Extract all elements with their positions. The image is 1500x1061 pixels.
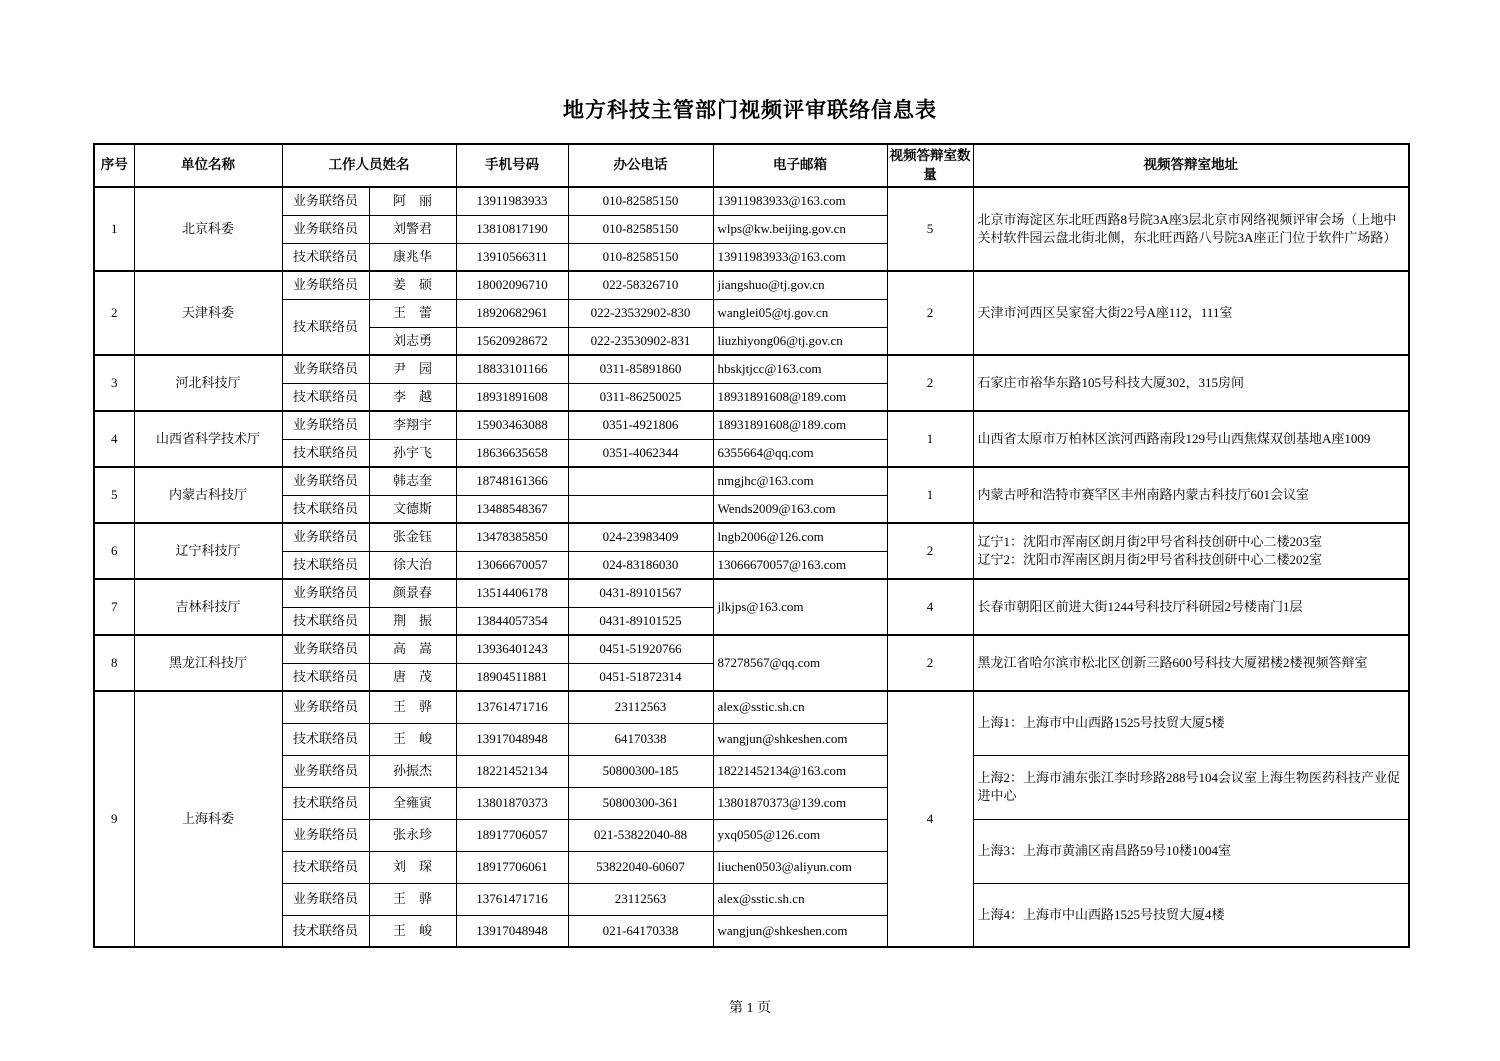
contact-role: 技术联络员	[282, 495, 369, 523]
contact-email: 18931891608@189.com	[713, 411, 887, 439]
contact-office-phone: 23112563	[568, 883, 713, 915]
room-count: 4	[887, 691, 973, 947]
contact-role: 业务联络员	[282, 579, 369, 607]
contact-email: alex@sstic.sh.cn	[713, 691, 887, 723]
contact-role: 技术联络员	[282, 551, 369, 579]
contact-role: 业务联络员	[282, 691, 369, 723]
unit-name: 天津科委	[134, 271, 282, 355]
table-row	[94, 579, 1409, 607]
col-header-unit: 单位名称	[134, 144, 282, 187]
contact-role: 业务联络员	[282, 755, 369, 787]
contact-role: 技术联络员	[282, 915, 369, 947]
contact-office-phone: 0451-51872314	[568, 663, 713, 691]
contact-name: 康兆华	[369, 243, 456, 271]
contact-name: 李 越	[369, 383, 456, 411]
contact-name: 王 骅	[369, 883, 456, 915]
room-address	[973, 523, 1409, 579]
contact-role: 业务联络员	[282, 215, 369, 243]
group-index: 4	[94, 411, 134, 467]
contact-email: jlkjps@163.com	[713, 579, 887, 635]
contact-role: 技术联络员	[282, 607, 369, 635]
contact-email: 18931891608@189.com	[713, 383, 887, 411]
unit-name: 北京科委	[134, 187, 282, 271]
contact-email: Wends2009@163.com	[713, 495, 887, 523]
unit-name: 内蒙古科技厅	[134, 467, 282, 523]
contact-mobile: 13488548367	[456, 495, 568, 523]
page-title: 地方科技主管部门视频评审联络信息表	[563, 99, 937, 122]
col-header-room-count: 视频答辩室数量	[887, 144, 973, 187]
contact-mobile: 13066670057	[456, 551, 568, 579]
contact-office-phone: 0451-51920766	[568, 635, 713, 663]
col-header-index: 序号	[94, 144, 134, 187]
contact-office-phone: 010-82585150	[568, 187, 713, 215]
contact-office-phone: 0431-89101567	[568, 579, 713, 607]
contact-name: 刘警君	[369, 215, 456, 243]
contact-office-phone: 022-58326710	[568, 271, 713, 299]
page-number: 第 1 页	[729, 1001, 771, 1016]
contact-role: 业务联络员	[282, 355, 369, 383]
contact-office-phone: 010-82585150	[568, 215, 713, 243]
contact-role: 业务联络员	[282, 271, 369, 299]
col-header-mobile: 手机号码	[456, 144, 568, 187]
contact-email: 87278567@qq.com	[713, 635, 887, 691]
unit-name: 吉林科技厅	[134, 579, 282, 635]
group-index: 3	[94, 355, 134, 411]
contact-name: 文德斯	[369, 495, 456, 523]
contact-office-phone: 022-23532902-830	[568, 299, 713, 327]
table-row	[94, 819, 1409, 851]
room-address: 天津市河西区吴家窑大街22号A座112，111室	[973, 271, 1409, 355]
room-count: 2	[887, 635, 973, 691]
contact-office-phone: 0351-4921806	[568, 411, 713, 439]
room-address-line: 辽宁1：沈阳市浑南区朗月街2甲号省科技创研中心二楼203室	[977, 534, 1323, 550]
contact-office-phone: 024-23983409	[568, 523, 713, 551]
contact-office-phone: 021-64170338	[568, 915, 713, 947]
contact-mobile: 18748161366	[456, 467, 568, 495]
contact-mobile: 18917706057	[456, 819, 568, 851]
contact-mobile: 18904511881	[456, 663, 568, 691]
contact-role: 技术联络员	[282, 383, 369, 411]
room-address: 上海4：上海市中山西路1525号技贸大厦4楼	[973, 883, 1409, 947]
table-row	[94, 691, 1409, 723]
contact-name: 韩志奎	[369, 467, 456, 495]
room-count: 2	[887, 355, 973, 411]
room-address: 石家庄市裕华东路105号科技大厦302，315房间	[973, 355, 1409, 411]
group-index: 7	[94, 579, 134, 635]
contact-mobile: 13514406178	[456, 579, 568, 607]
group-index: 2	[94, 271, 134, 355]
table-row	[94, 187, 1409, 215]
contact-name: 唐 茂	[369, 663, 456, 691]
contact-mobile: 18636635658	[456, 439, 568, 467]
contact-name: 尹 园	[369, 355, 456, 383]
contact-name: 刘志勇	[369, 327, 456, 355]
contact-role: 技术联络员	[282, 851, 369, 883]
room-count: 5	[887, 187, 973, 271]
contact-role: 业务联络员	[282, 467, 369, 495]
unit-name: 山西省科学技术厅	[134, 411, 282, 467]
contact-role: 技术联络员	[282, 663, 369, 691]
contact-name: 王 蕾	[369, 299, 456, 327]
contact-office-phone: 0431-89101525	[568, 607, 713, 635]
contact-email: liuzhiyong06@tj.gov.cn	[713, 327, 887, 355]
contact-mobile: 18917706061	[456, 851, 568, 883]
contact-mobile: 15620928672	[456, 327, 568, 355]
room-address: 长春市朝阳区前进大街1244号科技厅科研园2号楼南门1层	[973, 579, 1409, 635]
group-index: 9	[94, 691, 134, 947]
col-header-staff: 工作人员姓名	[282, 144, 456, 187]
contact-mobile: 18920682961	[456, 299, 568, 327]
contact-name: 全雍寅	[369, 787, 456, 819]
contact-mobile: 13917048948	[456, 723, 568, 755]
contact-mobile: 13478385850	[456, 523, 568, 551]
contact-office-phone: 50800300-185	[568, 755, 713, 787]
contact-role: 业务联络员	[282, 411, 369, 439]
contact-name: 孙振杰	[369, 755, 456, 787]
unit-name: 河北科技厅	[134, 355, 282, 411]
contact-office-phone: 0311-85891860	[568, 355, 713, 383]
contact-name: 张金钰	[369, 523, 456, 551]
contact-office-phone: 022-23530902-831	[568, 327, 713, 355]
group-index: 5	[94, 467, 134, 523]
contact-role: 技术联络员	[282, 723, 369, 755]
contact-name: 王 峻	[369, 723, 456, 755]
contact-mobile: 18002096710	[456, 271, 568, 299]
table-row	[94, 755, 1409, 787]
table-row	[94, 467, 1409, 495]
table-row	[94, 635, 1409, 663]
contact-email: wangjun@shkeshen.com	[713, 723, 887, 755]
contact-office-phone: 010-82585150	[568, 243, 713, 271]
table-row	[94, 271, 1409, 299]
contact-name: 阿 丽	[369, 187, 456, 215]
table-row	[94, 355, 1409, 383]
contact-email: 13066670057@163.com	[713, 551, 887, 579]
room-address-line: 辽宁2：沈阳市浑南区朗月街2甲号省科技创研中心二楼202室	[977, 552, 1323, 567]
room-count: 2	[887, 271, 973, 355]
room-address: 黑龙江省哈尔滨市松北区创新三路600号科技大厦裙楼2楼视频答辩室	[973, 635, 1409, 691]
table-row	[94, 411, 1409, 439]
contact-mobile: 13761471716	[456, 883, 568, 915]
contact-role: 技术联络员	[282, 243, 369, 271]
contact-office-phone: 0311-86250025	[568, 383, 713, 411]
contact-table	[93, 143, 1410, 948]
contact-office-phone: 021-53822040-88	[568, 819, 713, 851]
contact-mobile: 13910566311	[456, 243, 568, 271]
contact-office-phone: 50800300-361	[568, 787, 713, 819]
room-address: 上海2：上海市浦东张江李时珍路288号104会议室上海生物医药科技产业促进中心	[973, 755, 1409, 819]
group-index: 8	[94, 635, 134, 691]
contact-email: alex@sstic.sh.cn	[713, 883, 887, 915]
room-address: 上海3：上海市黄浦区南昌路59号10楼1004室	[973, 819, 1409, 883]
contact-name: 姜 硕	[369, 271, 456, 299]
contact-name: 王 骅	[369, 691, 456, 723]
table-row	[94, 883, 1409, 915]
unit-name: 黑龙江科技厅	[134, 635, 282, 691]
contact-mobile: 18931891608	[456, 383, 568, 411]
contact-mobile: 13810817190	[456, 215, 568, 243]
contact-name: 李翔宇	[369, 411, 456, 439]
contact-role: 业务联络员	[282, 523, 369, 551]
room-count: 4	[887, 579, 973, 635]
table-header-row	[94, 144, 1409, 187]
contact-mobile: 18221452134	[456, 755, 568, 787]
contact-email: hbskjtjcc@163.com	[713, 355, 887, 383]
contact-office-phone: 0351-4062344	[568, 439, 713, 467]
contact-email: 13911983933@163.com	[713, 187, 887, 215]
contact-mobile: 15903463088	[456, 411, 568, 439]
contact-mobile: 13844057354	[456, 607, 568, 635]
contact-office-phone: 53822040-60607	[568, 851, 713, 883]
contact-name: 荆 振	[369, 607, 456, 635]
contact-office-phone	[568, 495, 713, 523]
contact-name: 王 峻	[369, 915, 456, 947]
contact-role: 业务联络员	[282, 883, 369, 915]
unit-name: 上海科委	[134, 691, 282, 947]
contact-email: nmgjhc@163.com	[713, 467, 887, 495]
group-index: 6	[94, 523, 134, 579]
contact-role: 技术联络员	[282, 299, 369, 355]
contact-role: 业务联络员	[282, 187, 369, 215]
col-header-email: 电子邮箱	[713, 144, 887, 187]
group-index: 1	[94, 187, 134, 271]
room-address: 内蒙古呼和浩特市赛罕区丰州南路内蒙古科技厅601会议室	[973, 467, 1409, 523]
contact-office-phone: 024-83186030	[568, 551, 713, 579]
room-count: 1	[887, 411, 973, 467]
contact-role: 技术联络员	[282, 439, 369, 467]
room-address: 山西省太原市万柏林区滨河西路南段129号山西焦煤双创基地A座1009	[973, 411, 1409, 467]
col-header-office-phone: 办公电话	[568, 144, 713, 187]
contact-email: wlps@kw.beijing.gov.cn	[713, 215, 887, 243]
col-header-room-address: 视频答辩室地址	[973, 144, 1409, 187]
contact-name: 徐大治	[369, 551, 456, 579]
contact-email: yxq0505@126.com	[713, 819, 887, 851]
contact-email: liuchen0503@aliyun.com	[713, 851, 887, 883]
room-address: 上海1：上海市中山西路1525号技贸大厦5楼	[973, 691, 1409, 755]
contact-name: 刘 琛	[369, 851, 456, 883]
contact-name: 颜景春	[369, 579, 456, 607]
contact-name: 高 嵩	[369, 635, 456, 663]
contact-email: wanglei05@tj.gov.cn	[713, 299, 887, 327]
contact-office-phone: 64170338	[568, 723, 713, 755]
contact-email: 6355664@qq.com	[713, 439, 887, 467]
table-row	[94, 523, 1409, 551]
contact-mobile: 13801870373	[456, 787, 568, 819]
room-count: 2	[887, 523, 973, 579]
contact-name: 孙宇飞	[369, 439, 456, 467]
contact-email: 13801870373@139.com	[713, 787, 887, 819]
contact-email: 18221452134@163.com	[713, 755, 887, 787]
contact-email: lngb2006@126.com	[713, 523, 887, 551]
contact-mobile: 13936401243	[456, 635, 568, 663]
contact-office-phone: 23112563	[568, 691, 713, 723]
contact-office-phone	[568, 467, 713, 495]
contact-email: 13911983933@163.com	[713, 243, 887, 271]
contact-role: 技术联络员	[282, 787, 369, 819]
room-count: 1	[887, 467, 973, 523]
unit-name: 辽宁科技厅	[134, 523, 282, 579]
contact-role: 业务联络员	[282, 819, 369, 851]
contact-mobile: 13917048948	[456, 915, 568, 947]
contact-mobile: 13911983933	[456, 187, 568, 215]
contact-mobile: 18833101166	[456, 355, 568, 383]
contact-email: jiangshuo@tj.gov.cn	[713, 271, 887, 299]
contact-email: wangjun@shkeshen.com	[713, 915, 887, 947]
contact-role: 业务联络员	[282, 635, 369, 663]
room-address: 北京市海淀区东北旺西路8号院3A座3层北京市网络视频评审会场（上地中关村软件园云盘北街北侧，东北旺西路八号院3A座正门位于软件广场路）	[973, 187, 1409, 271]
contact-mobile: 13761471716	[456, 691, 568, 723]
contact-name: 张永珍	[369, 819, 456, 851]
